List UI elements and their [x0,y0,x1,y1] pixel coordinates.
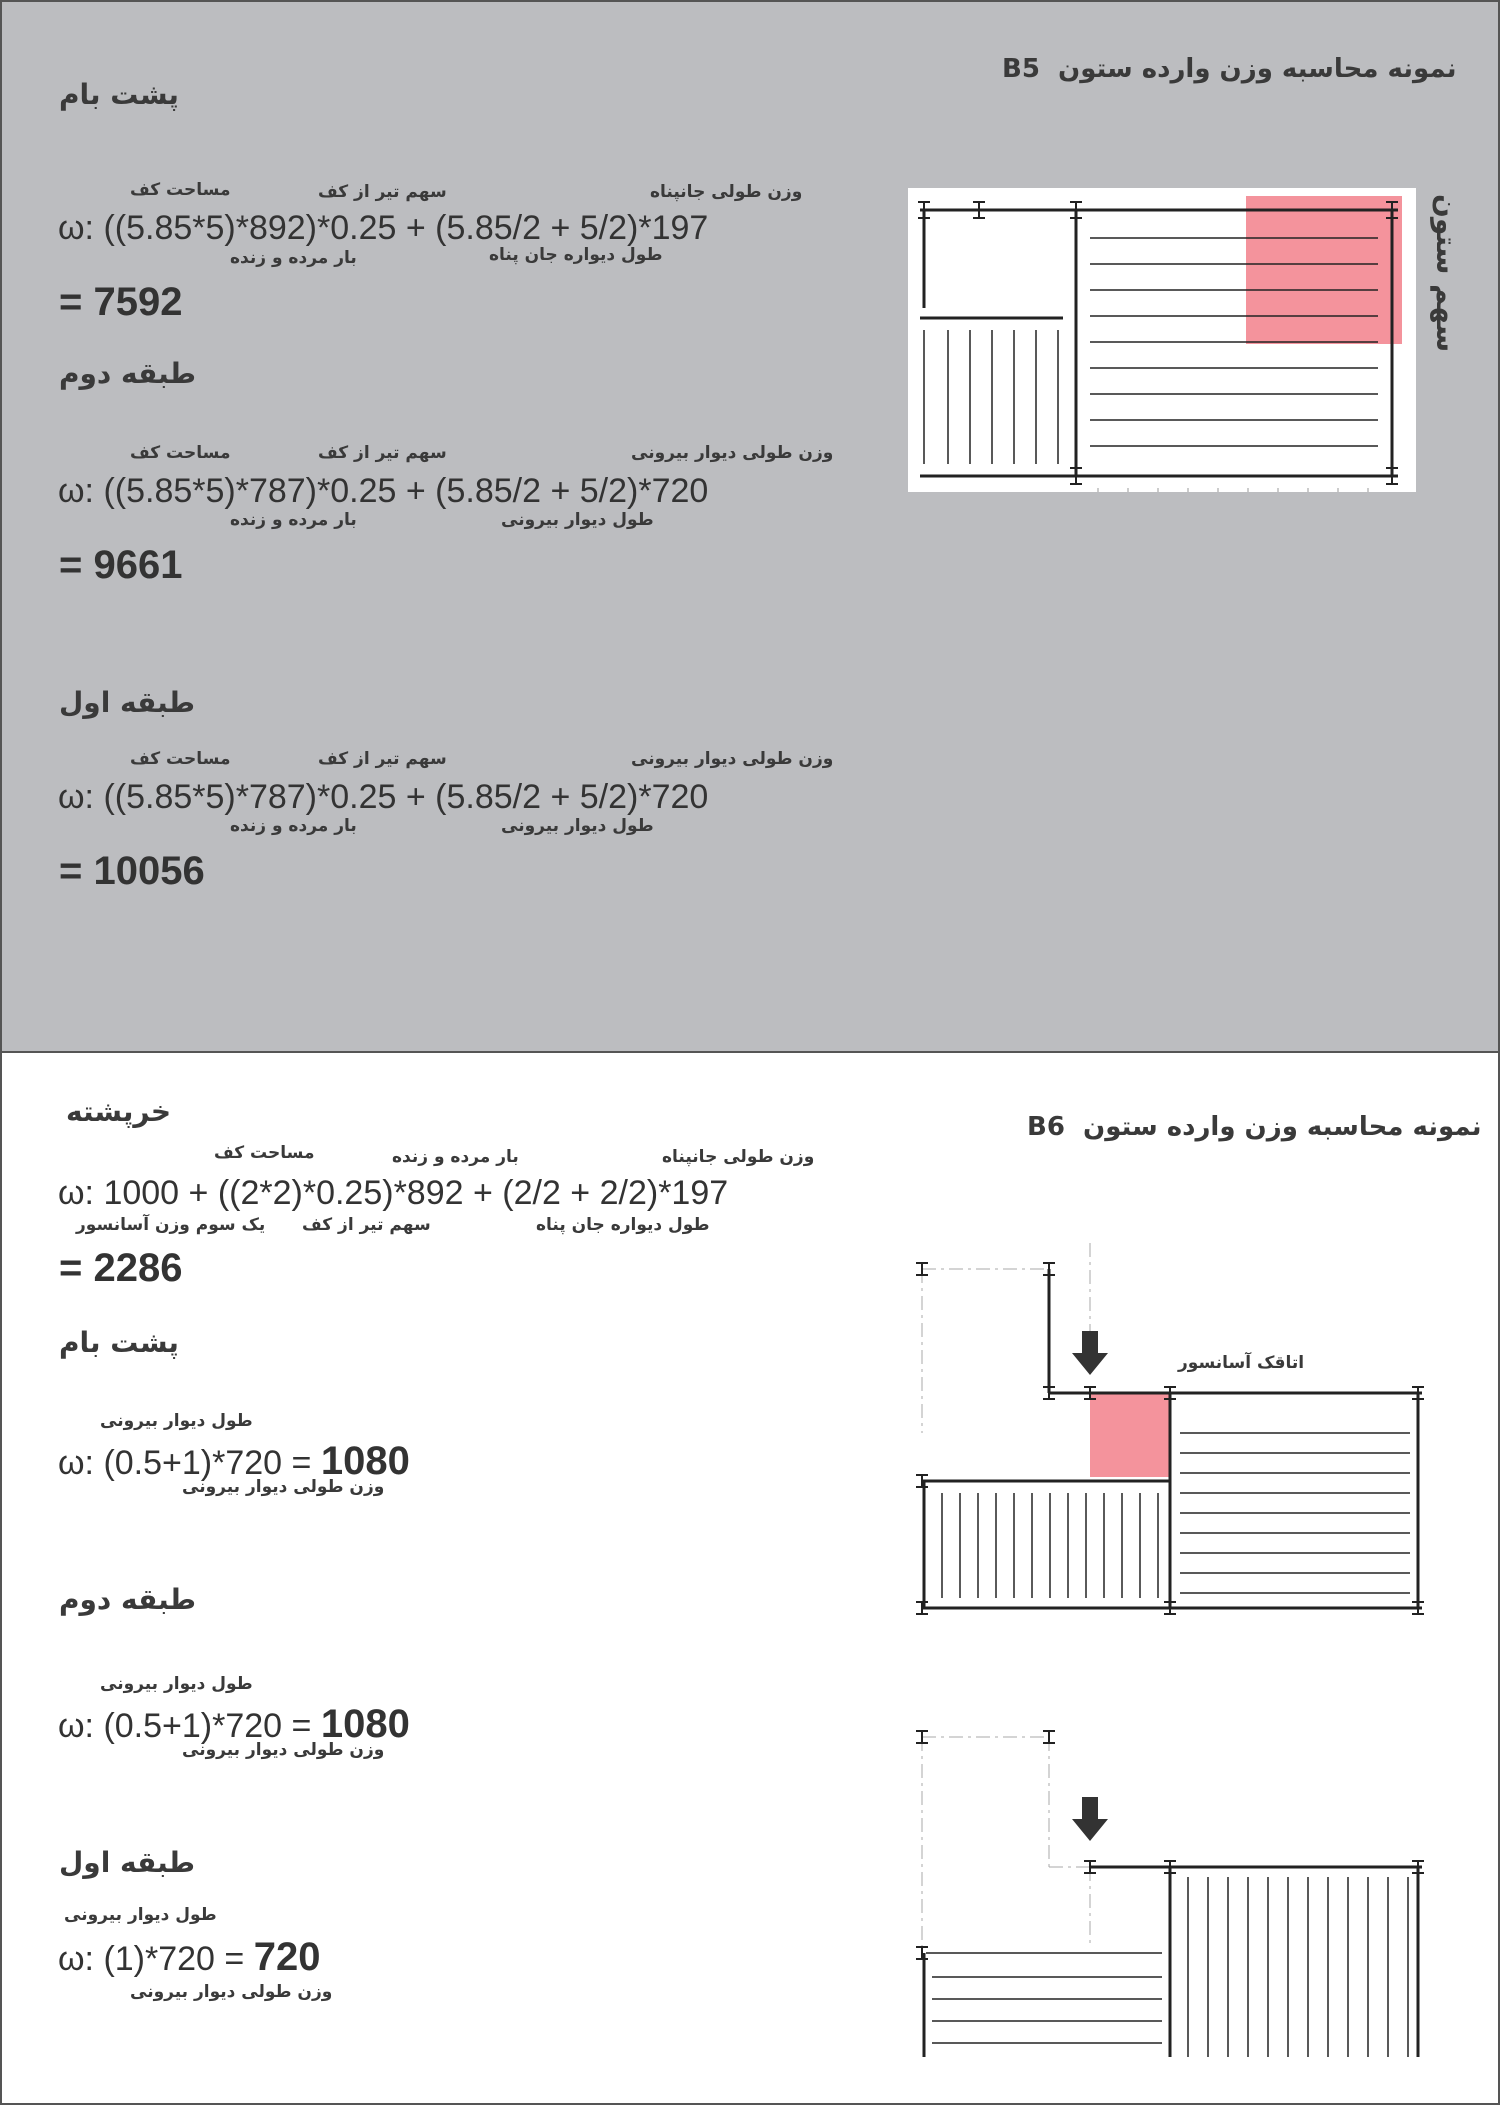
b6-penthouse-lbl-elev: یک سوم وزن آسانسور [76,1215,266,1235]
b5-first-lbl-wallw: وزن طولی دیوار بیرونی [631,749,834,769]
b6-penthouse-formula: ω: 1000 + ((2*2)*0.25)*892 + (2/2 + 2/2)*197 [58,1174,729,1212]
b6-title [1027,1112,1482,1142]
b5-second-heading: طبقه دوم [59,357,196,390]
b6-title-text: نمونه محاسبه وزن وارده ستون [1083,1112,1482,1142]
b6-penthouse-lbl-wallw: وزن طولی جانپناه [662,1147,815,1167]
b6-penthouse-lbl-beam: سهم تیر از کف [302,1215,431,1235]
b6-column-share-highlight [1090,1393,1170,1477]
b5-code: B5 [1002,54,1040,84]
b6-first-heading: طبقه اول [59,1846,195,1879]
b5-first-heading: طبقه اول [59,686,195,719]
b6-upper-left-joists [942,1493,1158,1598]
b6-roof-formula: ω: (0.5+1)*720 = [58,1444,321,1482]
b5-first-lbl-load: بار مرده و زنده [230,816,357,836]
b5-first-lbl-area: مساحت کف [130,749,231,769]
b6-second-heading: طبقه دوم [59,1583,196,1616]
b6-code: B6 [1027,1112,1065,1142]
b6-roof-value: 1080 [320,1439,410,1483]
b6-penthouse-lbl-area: مساحت کف [214,1143,315,1163]
b5-first-lbl-walll: طول دیوار بیرونی [501,816,654,836]
b5-roof-lbl-beam: سهم تیر از کف [318,182,447,202]
b6-upper-right-joists [1180,1433,1410,1593]
b5-second-formula: ω: ((5.85*5)*787)*0.25 + (5.85/2 + 5/2)*720 [58,472,709,510]
b6-first-formula-line [58,1935,320,1980]
b5-second-lbl-area: مساحت کف [130,443,231,463]
b6-plan-diagram-lower [902,1673,1442,2073]
panel-b6 [0,1051,1500,2105]
b6-roof-lbl-top: طول دیوار بیرونی [100,1411,253,1431]
b5-column-share-highlight [1246,196,1402,344]
b6-first-lbl-top: طول دیوار بیرونی [64,1905,217,1925]
b6-lower-grid-lines [922,1737,1090,1953]
b5-second-lbl-walll: طول دیوار بیرونی [501,510,654,530]
b5-roof-lbl-walll: طول دیواره جان پناه [489,245,663,265]
b6-second-lbl-bottom: وزن طولی دیوار بیرونی [182,1740,385,1760]
b5-roof-heading: پشت بام [59,78,179,111]
b6-upper-arrow-icon [1072,1331,1108,1375]
b5-second-lbl-load: بار مرده و زنده [230,510,357,530]
b6-lower-right-joists [1188,1877,1408,2057]
b6-lower-left-joists [926,1953,1162,2043]
b5-roof-lbl-area: مساحت کف [130,180,231,200]
b5-roof-lbl-wallw: وزن طولی جانپناه [650,182,803,202]
b6-penthouse-lbl-walll: طول دیواره جان پناه [536,1215,710,1235]
b6-roof-heading: پشت بام [59,1326,179,1359]
b5-column-share-label: سهم ستون [1430,194,1463,353]
b6-elevator-room-label: اتاقک آسانسور [1178,1353,1305,1373]
b6-second-formula: ω: (0.5+1)*720 = [58,1707,321,1745]
b6-first-value: 720 [253,1935,321,1979]
b6-upper-grid-lines [922,1243,1090,1433]
b6-lower-arrow-icon [1072,1797,1108,1841]
b5-second-lbl-wallw: وزن طولی دیوار بیرونی [631,443,834,463]
b5-first-result: = 10056 [59,849,205,893]
b6-roof-lbl-bottom: وزن طولی دیوار بیرونی [182,1477,385,1497]
b5-roof-lbl-load: بار مرده و زنده [230,248,357,268]
b5-title-text: نمونه محاسبه وزن وارده ستون [1058,54,1457,84]
b6-plan-diagram-upper [902,1203,1442,1623]
b6-penthouse-result: = 2286 [59,1246,183,1290]
b6-second-lbl-top: طول دیوار بیرونی [100,1674,253,1694]
b6-first-lbl-bottom: وزن طولی دیوار بیرونی [130,1982,333,2002]
b5-second-result: = 9661 [59,543,183,587]
b6-first-formula: ω: (1)*720 = [58,1940,254,1978]
b6-second-value: 1080 [320,1702,410,1746]
b6-upper-beams [922,1269,1422,1608]
b5-title [1002,54,1457,84]
b6-penthouse-heading: خرپشته [66,1095,172,1128]
b5-second-lbl-beam: سهم تیر از کف [318,443,447,463]
b5-plan-diagram [908,188,1416,492]
b5-first-lbl-beam: سهم تیر از کف [318,749,447,769]
b5-first-formula: ω: ((5.85*5)*787)*0.25 + (5.85/2 + 5/2)*720 [58,778,709,816]
b5-roof-formula: ω: ((5.85*5)*892)*0.25 + (5.85/2 + 5/2)*197 [58,209,709,247]
b6-penthouse-lbl-load: بار مرده و زنده [392,1147,519,1167]
b5-roof-result: = 7592 [59,280,183,324]
